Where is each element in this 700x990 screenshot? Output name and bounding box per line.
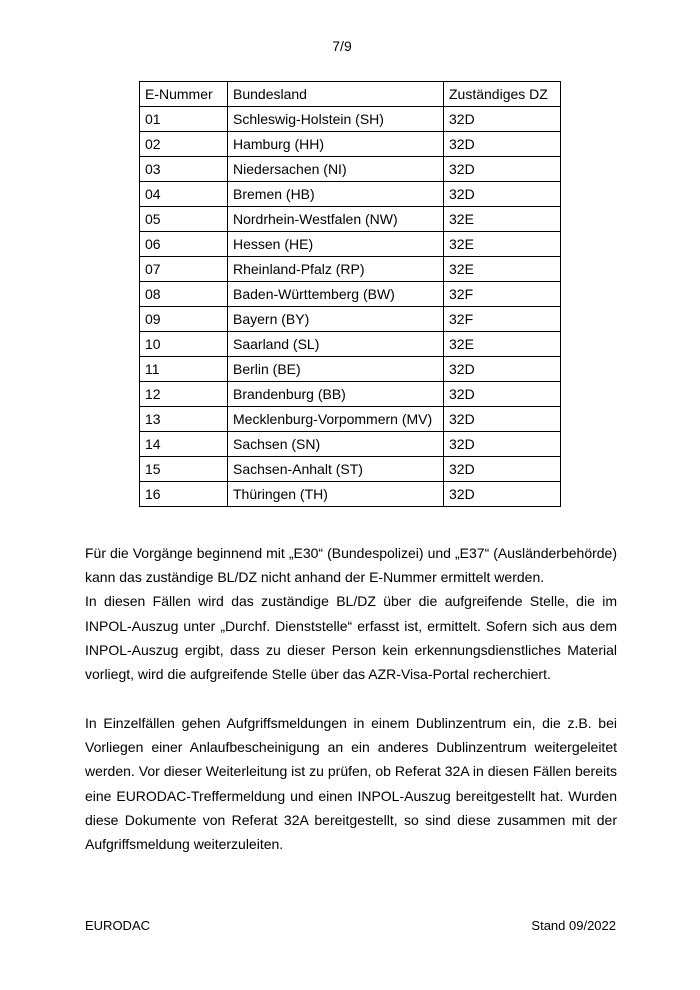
cell-e-nummer: 02 [140, 132, 228, 157]
footer-title: EURODAC [85, 918, 151, 933]
cell-dz: 32D [444, 432, 561, 457]
cell-dz: 32E [444, 257, 561, 282]
cell-bundesland: Hessen (HE) [228, 232, 444, 257]
table-row [140, 107, 561, 132]
table-row [140, 157, 561, 182]
cell-bundesland: Hamburg (HH) [228, 132, 444, 157]
cell-dz: 32D [444, 107, 561, 132]
table-row [140, 457, 561, 482]
e-number-table [139, 81, 561, 507]
table-header-row [140, 82, 561, 107]
cell-e-nummer: 07 [140, 257, 228, 282]
paragraph-e30-e37: Für die Vorgänge beginnend mit „E30“ (Bundespolizei) und „E37“ (Ausländerbehörde) kann das zuständige BL/DZ nicht anhand der E-Nummer ermittelt werden. [85, 545, 617, 586]
cell-dz: 32D [444, 157, 561, 182]
cell-bundesland: Sachsen (SN) [228, 432, 444, 457]
cell-bundesland: Mecklenburg-Vorpommern (MV) [228, 407, 444, 432]
cell-e-nummer: 14 [140, 432, 228, 457]
cell-dz: 32D [444, 182, 561, 207]
cell-e-nummer: 06 [140, 232, 228, 257]
table-row [140, 482, 561, 507]
table-row [140, 232, 561, 257]
cell-e-nummer: 13 [140, 407, 228, 432]
cell-dz: 32E [444, 207, 561, 232]
cell-e-nummer: 03 [140, 157, 228, 182]
cell-e-nummer: 10 [140, 332, 228, 357]
cell-e-nummer: 04 [140, 182, 228, 207]
cell-bundesland: Saarland (SL) [228, 332, 444, 357]
cell-e-nummer: 01 [140, 107, 228, 132]
header-zustaendiges-dz: Zuständiges DZ [444, 82, 561, 107]
cell-e-nummer: 16 [140, 482, 228, 507]
cell-bundesland: Niedersachen (NI) [228, 157, 444, 182]
table-row [140, 182, 561, 207]
cell-dz: 32D [444, 457, 561, 482]
cell-bundesland: Bremen (HB) [228, 182, 444, 207]
header-e-nummer: E-Nummer [140, 82, 228, 107]
table-row [140, 307, 561, 332]
page-number: 7/9 [332, 38, 352, 54]
table-row [140, 357, 561, 382]
cell-bundesland: Baden-Württemberg (BW) [228, 282, 444, 307]
cell-e-nummer: 12 [140, 382, 228, 407]
paragraph-block-1 [85, 541, 617, 686]
cell-dz: 32E [444, 232, 561, 257]
cell-dz: 32E [444, 332, 561, 357]
header-bundesland: Bundesland [228, 82, 444, 107]
cell-e-nummer: 09 [140, 307, 228, 332]
cell-bundesland: Rheinland-Pfalz (RP) [228, 257, 444, 282]
cell-dz: 32D [444, 132, 561, 157]
paragraph-block-2 [85, 711, 617, 856]
table-row [140, 432, 561, 457]
paragraph-inpol: In diesen Fällen wird das zuständige BL/DZ über die aufgreifende Stelle, die im INPOL-Auszug unter „Durchf. Dienststelle“ erfasst ist, ermittelt. Sofern sich aus dem INPOL-Auszug ergibt, dass zu dieser Person kein erkennungsdienstliches Material vorliegt, wird die aufgreifende Stelle über das AZR-Visa-Portal recherchiert. [85, 593, 617, 683]
cell-dz: 32D [444, 482, 561, 507]
cell-dz: 32D [444, 382, 561, 407]
cell-e-nummer: 05 [140, 207, 228, 232]
cell-bundesland: Brandenburg (BB) [228, 382, 444, 407]
table-row [140, 382, 561, 407]
table-row [140, 132, 561, 157]
cell-dz: 32D [444, 407, 561, 432]
cell-dz: 32D [444, 357, 561, 382]
footer-date: Stand 09/2022 [531, 918, 616, 933]
cell-e-nummer: 11 [140, 357, 228, 382]
cell-e-nummer: 08 [140, 282, 228, 307]
table-row [140, 332, 561, 357]
table-row [140, 257, 561, 282]
cell-bundesland: Bayern (BY) [228, 307, 444, 332]
cell-e-nummer: 15 [140, 457, 228, 482]
cell-dz: 32F [444, 282, 561, 307]
cell-bundesland: Thüringen (TH) [228, 482, 444, 507]
table-row [140, 207, 561, 232]
cell-bundesland: Nordrhein-Westfalen (NW) [228, 207, 444, 232]
cell-dz: 32F [444, 307, 561, 332]
paragraph-einzelfaelle: In Einzelfällen gehen Aufgriffsmeldungen in einem Dublinzentrum ein, die z.B. bei Vorliegen einer Anlaufbescheinigung an ein anderes Dublinzentrum weitergeleitet werden. Vor dieser Weiterleitung ist zu prüfen, ob Referat 32A in diesen Fällen bereits eine EURODAC-Treffermeldung und einen INPOL-Auszug bereitgestellt hat. Wurden diese Dokumente von Referat 32A bereitgestellt, so sind diese zusammen mit der Aufgriffsmeldung weiterzuleiten. [85, 715, 617, 853]
cell-bundesland: Sachsen-Anhalt (ST) [228, 457, 444, 482]
table-row [140, 282, 561, 307]
table-row [140, 407, 561, 432]
cell-bundesland: Schleswig-Holstein (SH) [228, 107, 444, 132]
cell-bundesland: Berlin (BE) [228, 357, 444, 382]
